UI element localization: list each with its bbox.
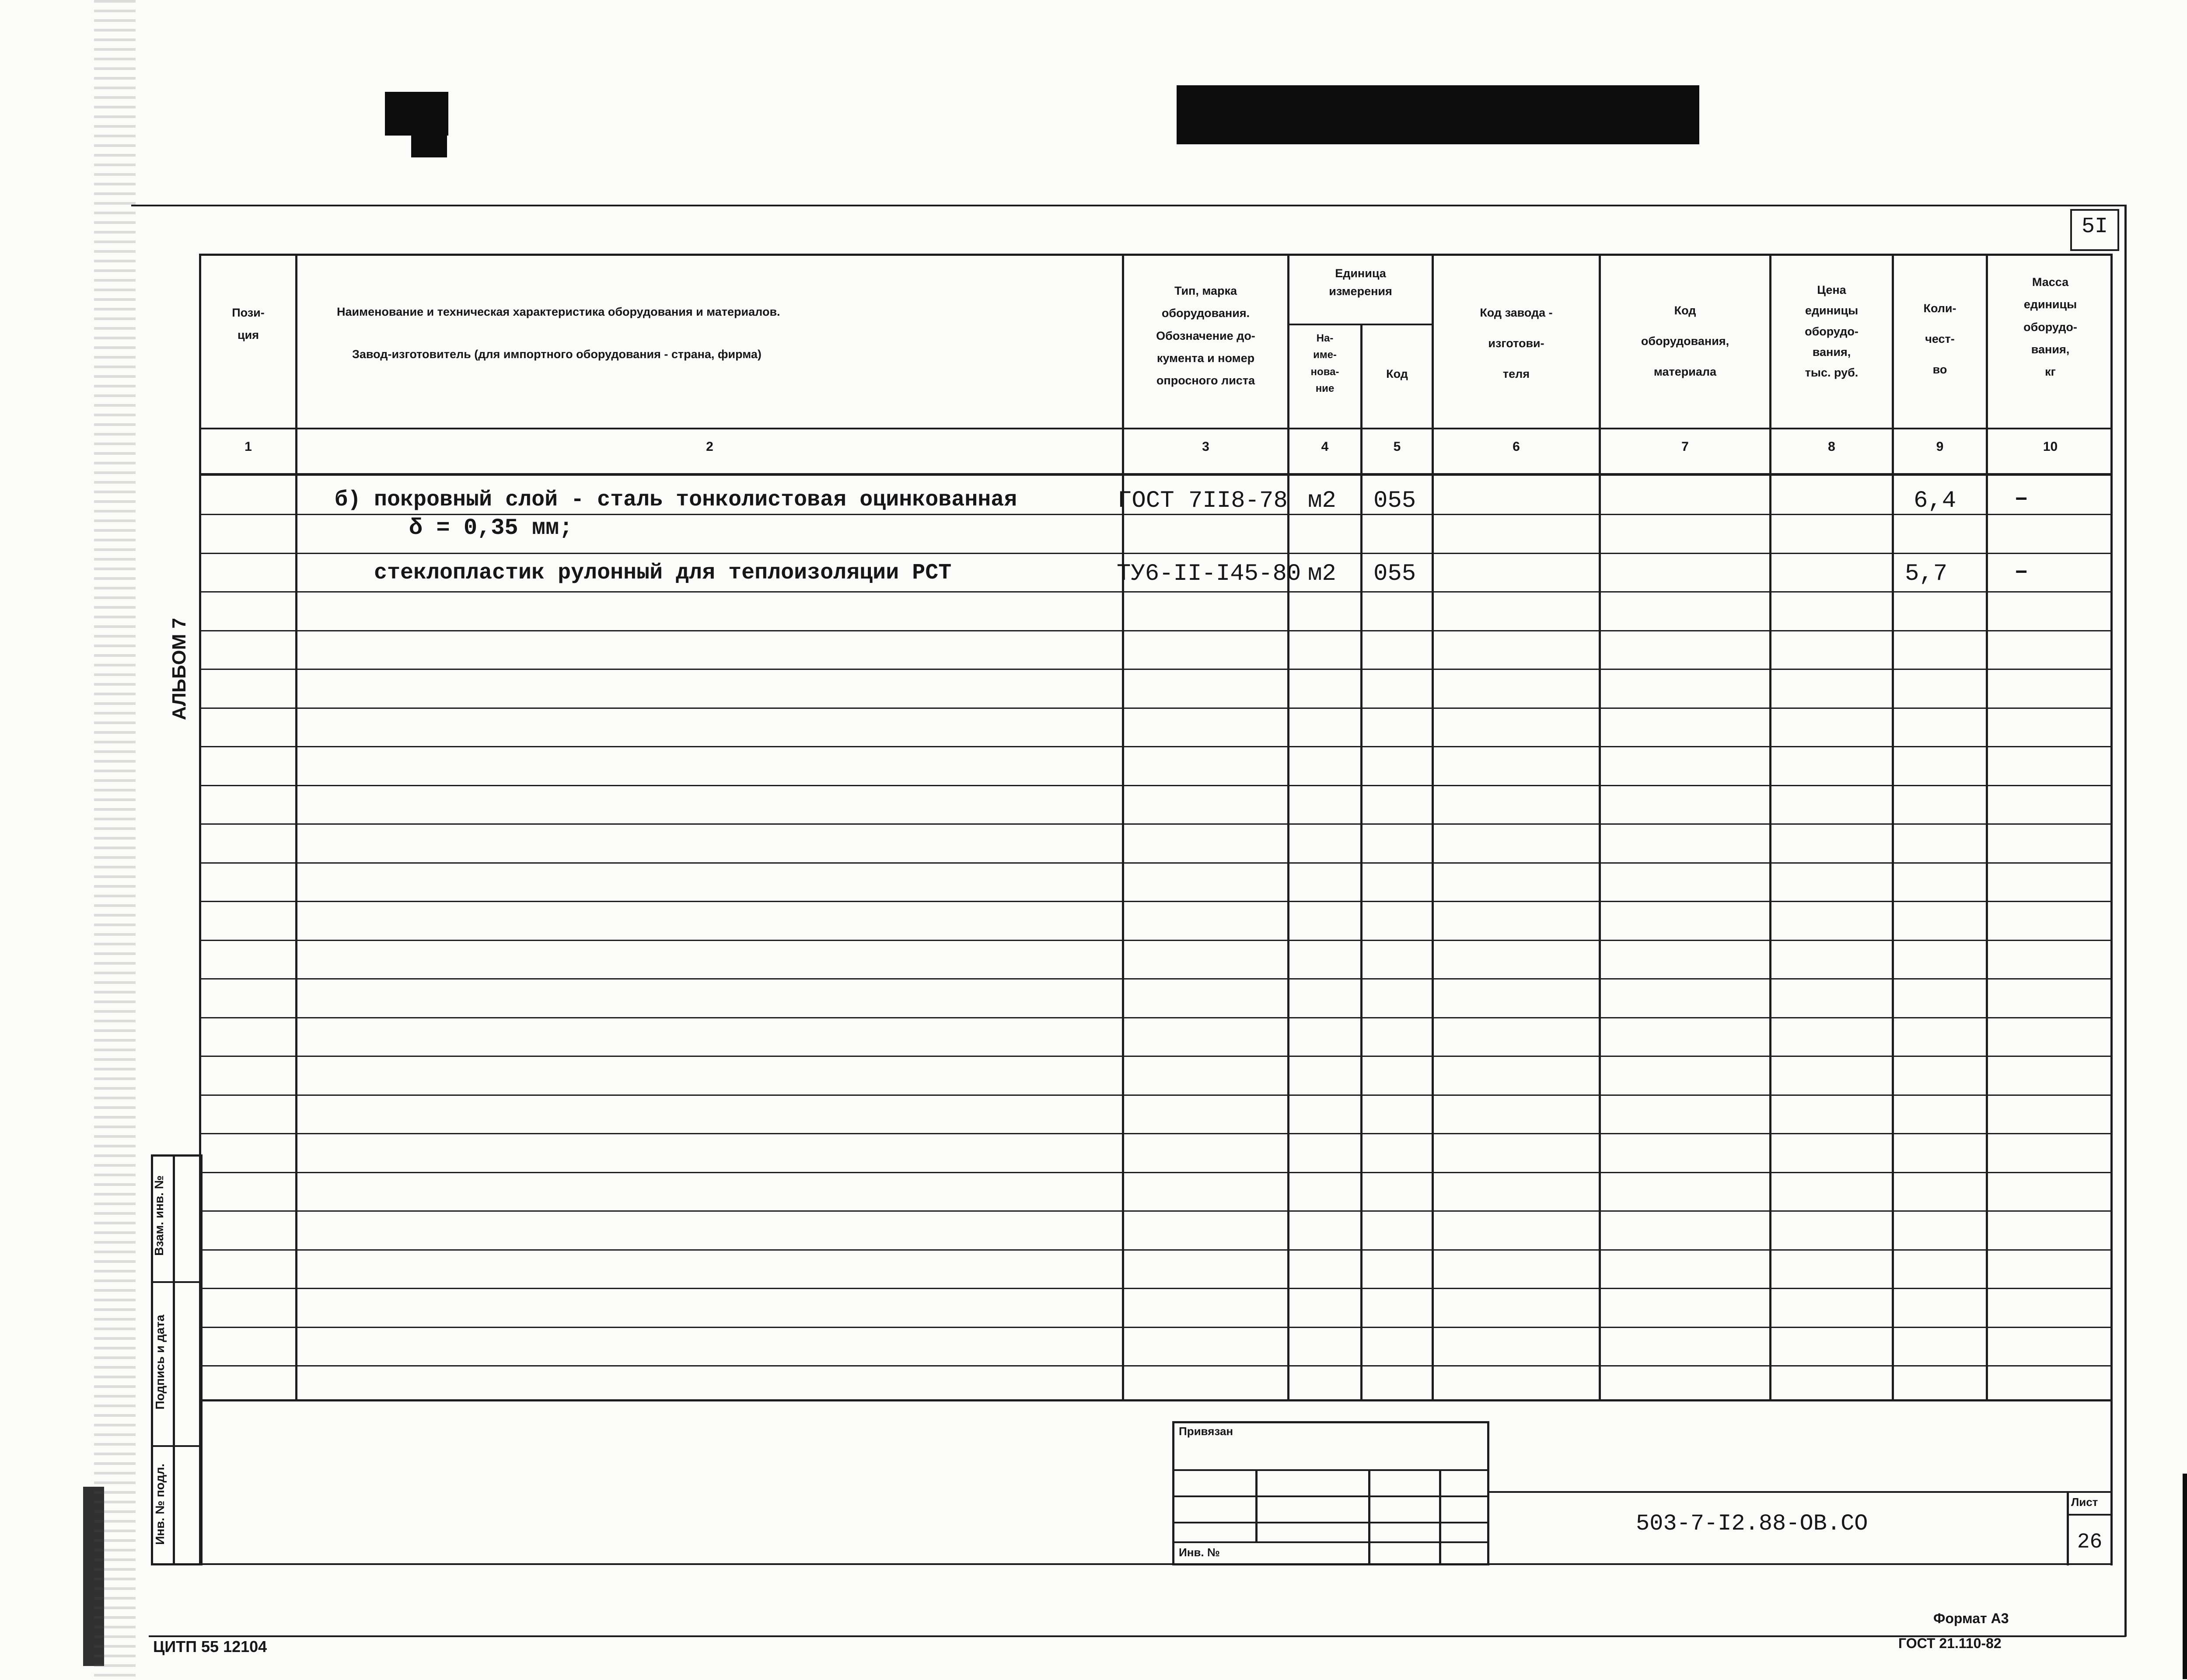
row-line bbox=[199, 1288, 2113, 1289]
col-line-7 bbox=[1769, 254, 1771, 1401]
row-1-code: 055 bbox=[1373, 488, 1416, 514]
outer-frame-top-line bbox=[131, 205, 2126, 206]
row-line bbox=[199, 669, 2113, 670]
row-1-mass: – bbox=[2014, 485, 2029, 512]
header-col8: Цена единицы оборудо- вания, тыс. руб. bbox=[1805, 283, 1859, 379]
colnum-7: 7 bbox=[1681, 439, 1689, 454]
col-line-2 bbox=[1122, 254, 1124, 1401]
colnum-4: 4 bbox=[1321, 439, 1329, 454]
scan-mark-top bbox=[1177, 85, 1699, 144]
colnum-2: 2 bbox=[706, 439, 713, 454]
row-3-mass: – bbox=[2014, 558, 2029, 585]
row-line bbox=[199, 746, 2113, 747]
row-3-unit: м2 bbox=[1308, 561, 1336, 587]
row-line bbox=[199, 1365, 2113, 1366]
row-line bbox=[199, 1327, 2113, 1328]
row-1-qty: 6,4 bbox=[1914, 488, 1956, 514]
header-col2-line2: Завод-изготовитель (для импортного оборудования - страна, фирма) bbox=[352, 348, 762, 361]
header-col2-line1: Наименование и техническая характеристика оборудования и материалов. bbox=[337, 305, 780, 318]
row-line bbox=[199, 1056, 2113, 1057]
colnum-5: 5 bbox=[1393, 439, 1401, 454]
colnum-8: 8 bbox=[1828, 439, 1835, 454]
side-stamp-podpis: Подпись и дата bbox=[153, 1314, 167, 1410]
header-col10: Масса единицы оборудо- вания, кг bbox=[2023, 275, 2077, 379]
privyazan-row-line-3 bbox=[1172, 1522, 1489, 1523]
privyazan-col-line-3 bbox=[1439, 1469, 1441, 1565]
privyazan-col-line-2 bbox=[1368, 1469, 1370, 1565]
side-stamp-vzam: Взам. инв. № bbox=[152, 1175, 166, 1256]
side-stamp-inv-podl: Инв. № подл. bbox=[153, 1464, 167, 1545]
list-number: 26 bbox=[2077, 1530, 2103, 1554]
colnum-6: 6 bbox=[1513, 439, 1520, 454]
privyazan-row-line-4 bbox=[1172, 1541, 1489, 1543]
header-col6: Код завода - изготови- теля bbox=[1480, 306, 1553, 381]
privyazan-row-line-1 bbox=[1172, 1469, 1489, 1471]
side-stamp-divider bbox=[173, 1154, 175, 1565]
row-line bbox=[199, 1210, 2113, 1212]
row-line bbox=[199, 1249, 2113, 1251]
row-line bbox=[199, 1017, 2113, 1018]
row-2-name: δ = 0,35 мм; bbox=[409, 515, 573, 541]
list-box-left-line bbox=[2067, 1491, 2069, 1565]
list-box-mid-line bbox=[2067, 1514, 2113, 1516]
header-bottom-line bbox=[199, 428, 2113, 429]
privyazan-box bbox=[1172, 1421, 1489, 1565]
inv-no-label: Инв. № bbox=[1179, 1546, 1220, 1559]
colnum-9: 9 bbox=[1936, 439, 1944, 454]
footer-gost: ГОСТ 21.110-82 bbox=[1898, 1635, 2002, 1651]
row-line bbox=[199, 1094, 2113, 1096]
privyazan-label: Привязан bbox=[1179, 1425, 1233, 1438]
outer-frame-bottom-line bbox=[149, 1635, 2126, 1637]
col-line-6 bbox=[1599, 254, 1601, 1401]
colnum-bottom-line bbox=[199, 473, 2113, 476]
col-line-3 bbox=[1287, 254, 1289, 1401]
row-line bbox=[199, 630, 2113, 631]
row-line bbox=[199, 785, 2113, 786]
row-1-doc: ГОСТ 7II8-78 bbox=[1118, 488, 1288, 514]
footer-left: ЦИТП 55 12104 bbox=[153, 1638, 267, 1656]
row-line bbox=[199, 1133, 2113, 1134]
col-line-5 bbox=[1432, 254, 1434, 1401]
row-line bbox=[199, 862, 2113, 864]
sheet-corner-number: 5I bbox=[2081, 214, 2108, 239]
colnum-3: 3 bbox=[1202, 439, 1209, 454]
header-col3: Тип, марка оборудования. Обозначение до- кумента и номер опросного листа bbox=[1156, 284, 1255, 387]
row-line bbox=[199, 553, 2113, 554]
list-label: Лист bbox=[2071, 1495, 2098, 1509]
row-line bbox=[199, 978, 2113, 979]
privyazan-col-line-1 bbox=[1255, 1469, 1258, 1541]
row-3-doc: ТУ6-II-I45-80 bbox=[1117, 561, 1301, 587]
row-3-qty: 5,7 bbox=[1905, 561, 1948, 587]
scan-mark-left-stem bbox=[411, 131, 447, 157]
header-col9: Коли- чест- во bbox=[1923, 302, 1956, 376]
col-line-8 bbox=[1892, 254, 1894, 1401]
scan-mark-bottom-right bbox=[2183, 1474, 2187, 1679]
row-1-unit: м2 bbox=[1308, 488, 1336, 514]
col-line-1 bbox=[295, 254, 297, 1401]
header-col1: Пози- ция bbox=[232, 306, 265, 342]
scan-mark-left bbox=[385, 92, 448, 136]
row-3-name: стеклопластик рулонный для теплоизоляции РСТ bbox=[374, 561, 952, 586]
album-label: АЛЬБОМ 7 bbox=[168, 618, 190, 721]
scan-noise-left bbox=[94, 0, 136, 1680]
title-area-left-line bbox=[199, 1401, 201, 1565]
doc-code-top-line bbox=[1489, 1491, 2113, 1493]
row-3-code: 055 bbox=[1373, 561, 1416, 587]
outer-frame-right-line bbox=[2124, 205, 2127, 1637]
row-line bbox=[199, 901, 2113, 902]
header-col4: На- име- нова- ние bbox=[1310, 332, 1339, 395]
side-stamp-sep-1 bbox=[151, 1281, 203, 1283]
row-line bbox=[199, 823, 2113, 825]
row-line bbox=[199, 591, 2113, 593]
header-unit-group: Единица измерения bbox=[1329, 267, 1392, 298]
header-col7: Код оборудования, материала bbox=[1641, 304, 1729, 379]
header-col5: Код bbox=[1386, 367, 1408, 380]
row-line bbox=[199, 1172, 2113, 1173]
row-line bbox=[199, 708, 2113, 709]
title-area-bottom-line bbox=[199, 1563, 2113, 1565]
colnum-10: 10 bbox=[2043, 439, 2058, 454]
col-line-9 bbox=[1986, 254, 1988, 1401]
footer-format: Формат А3 bbox=[1933, 1610, 2009, 1626]
row-1-name: б) покровный слой - сталь тонколистовая оцинкованная bbox=[335, 488, 1017, 512]
table-frame bbox=[199, 254, 2113, 1401]
privyazan-row-line-2 bbox=[1172, 1495, 1489, 1497]
doc-code: 503-7-I2.88-ОВ.СО bbox=[1636, 1511, 1868, 1537]
colnum-1: 1 bbox=[245, 439, 252, 454]
row-line bbox=[199, 940, 2113, 941]
